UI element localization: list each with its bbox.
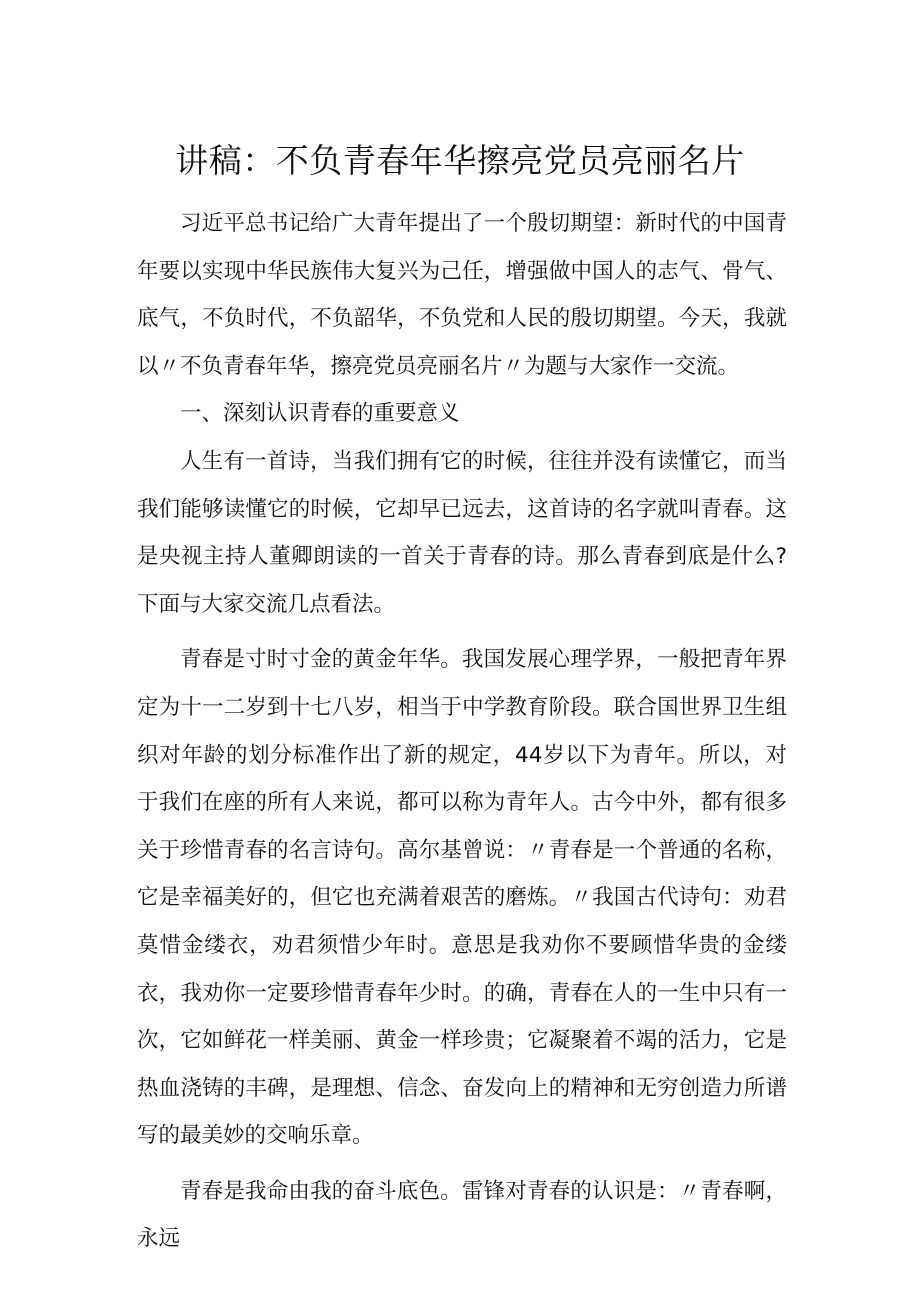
paragraph-struggle: 青春是我命由我的奋斗底色。雷锋对青春的认识是：〃青春啊，永远 [137,1178,787,1252]
paragraph-intro: 习近平总书记给广大青年提出了一个殷切期望：新时代的中国青年要以实现中华民族伟大复兴为己任，增强做中国人的志气、骨气、底气，不负时代，不负韶华，不负党和人民的殷切期望。今天，我就以〃不负青春年华，擦亮党员亮丽名片〃为题与大家作一交流。 [137,211,787,379]
section-heading: 一、深刻认识青春的重要意义 [180,401,460,427]
paragraph-life-poem: 人生有一首诗，当我们拥有它的时候，往往并没有读懂它，而当我们能够读懂它的时候，它却早已远去，这首诗的名字就叫青春。这是央视主持人董卿朗读的一首关于青春的诗。那么青春到底是什么?下面与大家交流几点看法。 [137,448,787,617]
document-body [137,200,787,1263]
document-title: 讲稿：不负青春年华擦亮党员亮丽名片 [175,141,745,180]
paragraph-golden-years: 青春是寸时寸金的黄金年华。我国发展心理学界，一般把青年界定为十一二岁到十七八岁，相当于中学教育阶段。联合国世界卫生组织对年龄的划分标准作出了新的规定，44岁以下为青年。所以，对于我们在座的所有人来说，都可以称为青年人。古今中外，都有很多关于珍惜青春的名言诗句。高尔基曾说：〃青春是一个普通的名称，它是幸福美好的，但它也充满着艰苦的磨炼。〃我国古代诗句：劝君莫惜金缕衣，劝君须惜少年时。意思是我劝你不要顾惜华贵的金缕衣，我劝你一定要珍惜青春年少时。的确，青春在人的一生中只有一次，它如鲜花一样美丽、黄金一样珍贵；它凝聚着不竭的活力，它是热血浇铸的丰碑，是理想、信念、奋发向上的精神和无穷创造力所谱写的最美妙的交响乐章。 [137,647,787,1149]
